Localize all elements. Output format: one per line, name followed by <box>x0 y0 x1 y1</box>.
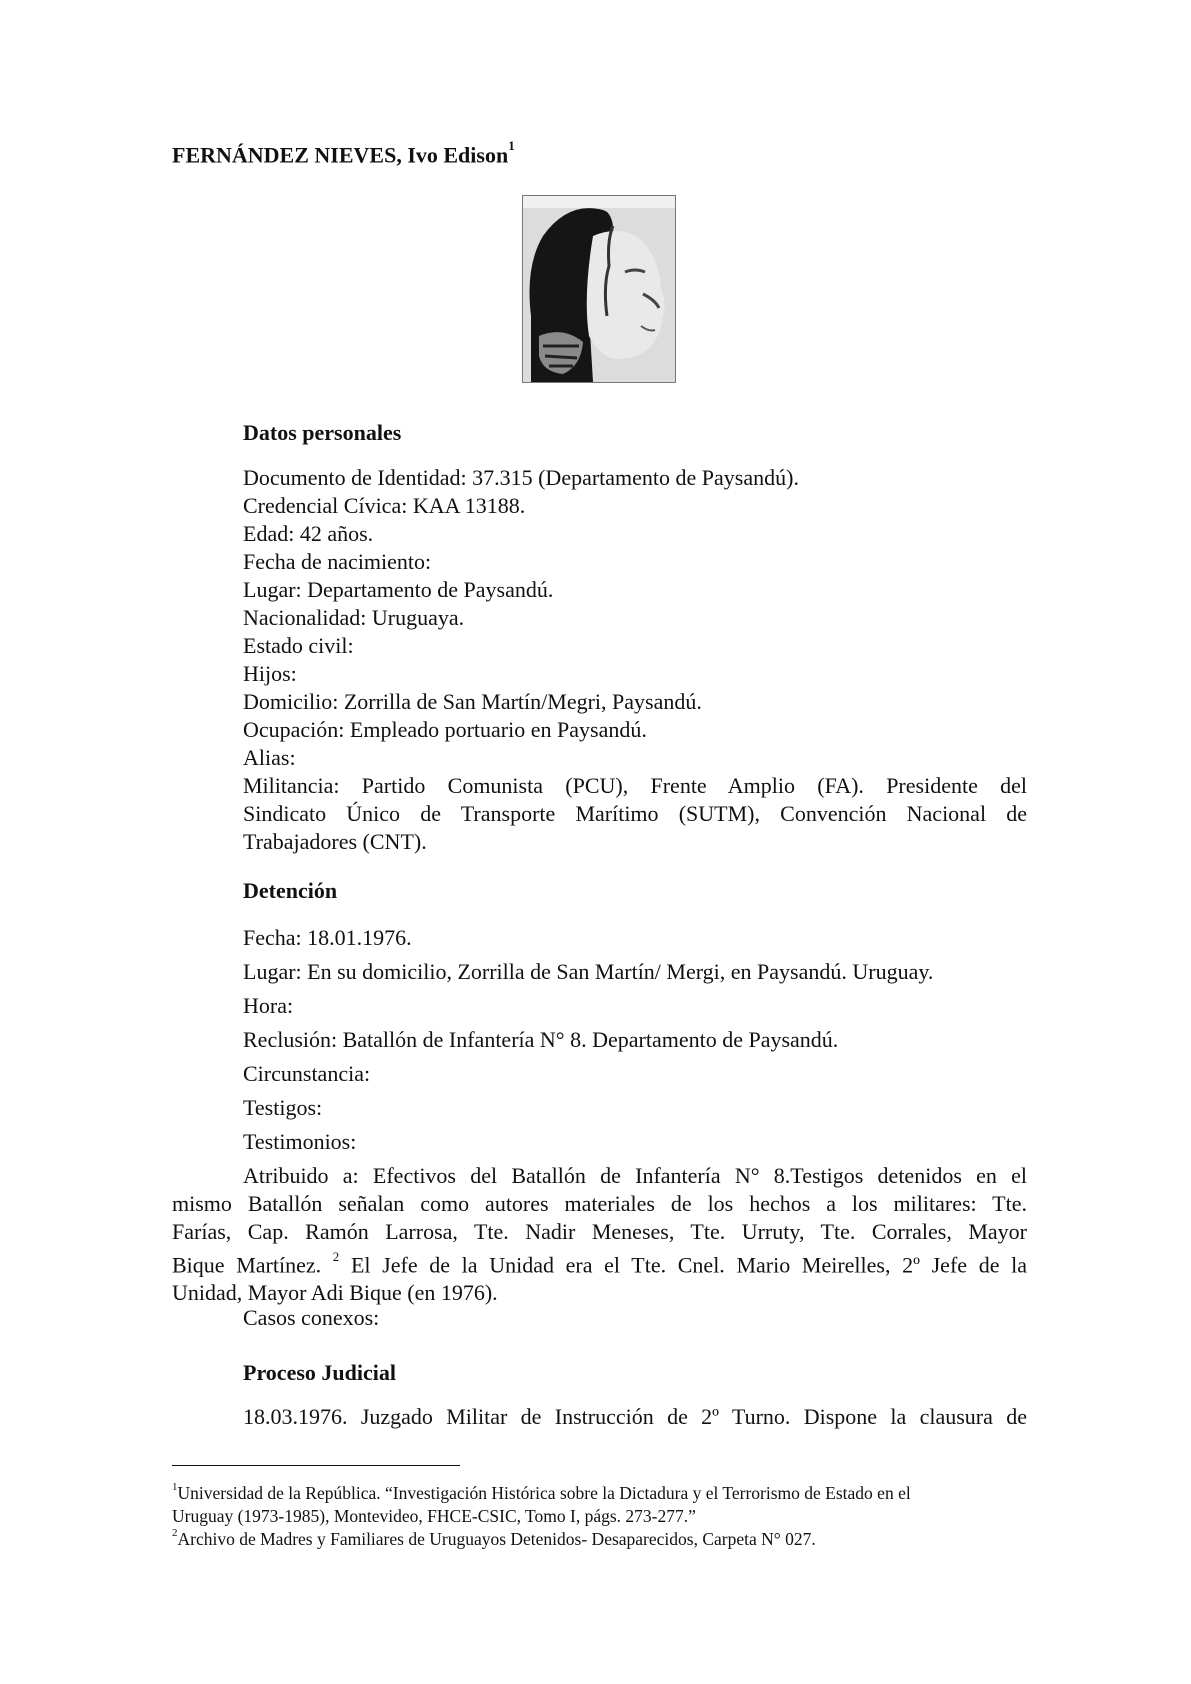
footnote-ref-1: 1 <box>508 138 515 153</box>
atribuido-line-3: Farías, Cap. Ramón Larrosa, Tte. Nadir Meneses, Tte. Urruty, Tte. Corrales, Mayor <box>172 1219 1027 1244</box>
footnote-1-number: 1 <box>172 1481 178 1493</box>
detencion-line-casos-conexos: Casos conexos: <box>243 1305 380 1330</box>
datos-line-ocupacion: Ocupación: Empleado portuario en Paysandú. <box>243 717 647 742</box>
footnote-ref-2: 2 <box>332 1249 340 1264</box>
detencion-line-circunstancia: Circunstancia: <box>243 1061 371 1086</box>
atribuido-line-5: Unidad, Mayor Adi Bique (en 1976). <box>172 1280 498 1306</box>
militancia-line-2: Sindicato Único de Transporte Marítimo (SUTM), Convención Nacional de <box>243 801 1027 826</box>
section-heading-proceso-judicial: Proceso Judicial <box>243 1360 396 1385</box>
datos-line-hijos: Hijos: <box>243 661 297 686</box>
datos-line-documento: Documento de Identidad: 37.315 (Departamento de Paysandú). <box>243 465 799 490</box>
person-title <box>172 138 515 168</box>
portrait-image <box>523 196 675 382</box>
footnote-1-text-1: Universidad de la República. “Investigación Histórica sobre la Dictadura y el Terrorismo de Estado en el <box>177 1482 911 1503</box>
detencion-line-hora: Hora: <box>243 993 294 1018</box>
proceso-line-1: 18.03.1976. Juzgado Militar de Instrucción de 2º Turno. Dispone la clausura de <box>243 1404 1027 1429</box>
footnote-2-number: 2 <box>172 1527 178 1539</box>
atribuido-line-4 <box>172 1246 1027 1279</box>
footnote-1-line-1 <box>172 1478 1032 1505</box>
footnote-2-line-1 <box>172 1524 1032 1551</box>
portrait-photo <box>522 195 676 383</box>
footnote-2 <box>172 1524 1032 1551</box>
detencion-line-testigos: Testigos: <box>243 1095 323 1120</box>
section-heading-datos-personales: Datos personales <box>243 420 402 445</box>
atribuido-line-4-end: El Jefe de la Unidad era el Tte. Cnel. Mario Meirelles, 2º Jefe de la <box>339 1252 1027 1278</box>
detencion-line-lugar: Lugar: En su domicilio, Zorrilla de San Martín/ Mergi, en Paysandú. Uruguay. <box>243 959 934 984</box>
datos-line-fecha-nacimiento: Fecha de nacimiento: <box>243 549 432 574</box>
proceso-paragraph <box>243 1403 1027 1431</box>
detencion-atribuido-paragraph <box>172 1162 1027 1307</box>
footnote-2-text-1: Archivo de Madres y Familiares de Uruguayos Detenidos- Desaparecidos, Carpeta N° 027. <box>177 1528 816 1549</box>
atribuido-line-4-start: Bique Martínez. <box>172 1252 322 1278</box>
datos-line-lugar: Lugar: Departamento de Paysandú. <box>243 577 554 602</box>
atribuido-line-1: Atribuido a: Efectivos del Batallón de Infantería N° 8.Testigos detenidos en el <box>243 1163 1027 1188</box>
atribuido-line-2: mismo Batallón señalan como autores materiales de los hechos a los militares: Tte. <box>172 1191 1027 1216</box>
datos-line-estado-civil: Estado civil: <box>243 633 354 658</box>
detencion-line-testimonios: Testimonios: <box>243 1129 357 1154</box>
detencion-line-fecha: Fecha: 18.01.1976. <box>243 925 412 950</box>
militancia-line-1: Militancia: Partido Comunista (PCU), Frente Amplio (FA). Presidente del <box>243 773 1027 798</box>
datos-militancia <box>243 772 1027 856</box>
datos-line-credencial: Credencial Cívica: KAA 13188. <box>243 493 526 518</box>
datos-line-nacionalidad: Nacionalidad: Uruguaya. <box>243 605 465 630</box>
footnote-1-line-2: Uruguay (1973-1985), Montevideo, FHCE-CSIC, Tomo I, págs. 273-277.” <box>172 1505 696 1526</box>
detencion-line-reclusion: Reclusión: Batallón de Infantería N° 8. Departamento de Paysandú. <box>243 1027 839 1052</box>
section-heading-detencion: Detención <box>243 878 338 903</box>
footnote-1 <box>172 1478 1032 1528</box>
person-name: FERNÁNDEZ NIEVES, Ivo Edison <box>172 142 509 168</box>
datos-line-domicilio: Domicilio: Zorrilla de San Martín/Megri, Paysandú. <box>243 689 702 714</box>
footnote-divider <box>172 1465 460 1466</box>
datos-line-alias: Alias: <box>243 745 296 770</box>
datos-line-edad: Edad: 42 años. <box>243 521 374 546</box>
militancia-line-3: Trabajadores (CNT). <box>243 829 427 854</box>
